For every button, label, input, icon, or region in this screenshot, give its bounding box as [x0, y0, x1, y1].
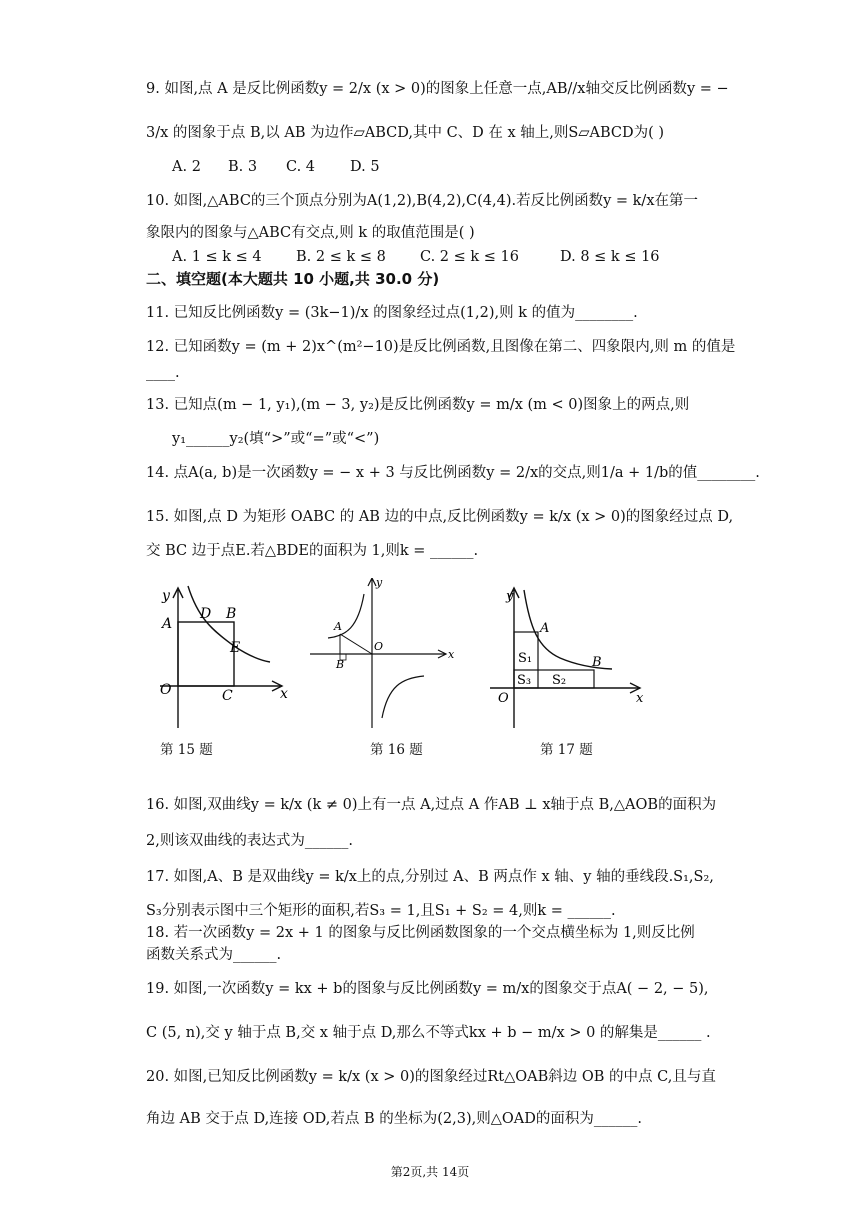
fig16-label-b: B [336, 658, 345, 671]
caption-fig17: 第 17 题 [540, 742, 593, 758]
fig15-label-a: A [162, 616, 173, 632]
q11: 11. 已知反比例函数y = (3k−1)/x 的图象经过点(1,2),则 k 的值为________. [146, 305, 638, 321]
fig16-label-y: y [376, 578, 383, 589]
q15-line1: 15. 如图,点 D 为矩形 OABC 的 AB 边的中点,反比例函数y = k/x (x > 0)的图象经过点 D, [146, 509, 734, 525]
q16-line1: 16. 如图,双曲线y = k/x (k ≠ 0)上有一点 A,过点 A 作AB ⊥ x轴于点 B,△AOB的面积为 [146, 797, 717, 813]
q10-choice-a: A. 1 ≤ k ≤ 4 [172, 249, 262, 265]
fig16-segment-ao [340, 634, 372, 654]
fig16-label-o: O [374, 640, 384, 653]
q9-choice-c: C. 4 [286, 159, 316, 175]
fig17-label-s2: S₂ [552, 673, 567, 688]
fig16-label-x: x [448, 648, 455, 661]
page-footer: 第2页,共 14页 [390, 1165, 470, 1179]
q9-choice-d: D. 5 [350, 159, 380, 175]
fig17-label-s3: S₃ [517, 673, 532, 688]
q18-line2: 函数关系式为______. [146, 947, 282, 963]
q9-choice-b: B. 3 [228, 159, 258, 175]
fig17-label-a: A [540, 621, 550, 636]
q9-line1: 9. 如图,点 A 是反比例函数y = 2/x (x > 0)的图象上任意一点,AB//x轴交反比例函数y = − [146, 81, 729, 97]
q10-line2: 象限内的图象与△ABC有交点,则 k 的取值范围是( ) [146, 225, 475, 241]
fig17-label-y: y [506, 589, 514, 604]
q20-line1: 20. 如图,已知反比例函数y = k/x (x > 0)的图象经过Rt△OAB斜边 OB 的中点 C,且与直 [146, 1069, 716, 1085]
figures-row [150, 578, 710, 768]
caption-fig15: 第 15 题 [160, 742, 213, 758]
figure-16 [310, 578, 455, 728]
fig15-rectangle [178, 622, 234, 686]
q19-line1: 19. 如图,一次函数y = kx + b的图象与反比例函数y = m/x的图象交于点A( − 2, − 5), [146, 981, 709, 997]
q17-line1: 17. 如图,A、B 是双曲线y = k/x上的点,分别过 A、B 两点作 x 轴、y 轴的垂线段.S₁,S₂, [146, 869, 714, 885]
q19-line2: C (5, n),交 y 轴于点 B,交 x 轴于点 D,那么不等式kx + b − m/x > 0 的解集是______ . [146, 1025, 711, 1041]
q14: 14. 点A(a, b)是一次函数y = − x + 3 与反比例函数y = 2/x的交点,则1/a + 1/b的值________. [146, 465, 760, 481]
fig15-label-d: D [200, 606, 212, 622]
q13-line2: y₁______y₂(填“>”或“=”或“<”) [172, 431, 380, 447]
section-title-fill-in: 二、填空题(本大题共 10 小题,共 30.0 分) [146, 270, 440, 288]
fig17-label-o: O [498, 691, 509, 706]
fig15-label-c: C [222, 688, 233, 704]
fig16-label-a: A [334, 620, 342, 633]
q9-choices [172, 156, 728, 178]
q16-line2: 2,则该双曲线的表达式为______. [146, 833, 353, 849]
fig17-label-s1: S₁ [518, 651, 533, 666]
fig16-branch-lower-right [382, 676, 424, 718]
fig17-label-b: B [592, 655, 602, 670]
figure-15 [160, 586, 288, 728]
caption-fig16: 第 16 题 [370, 742, 423, 758]
fig15-label-o: O [160, 682, 172, 698]
q10-line1: 10. 如图,△ABC的三个顶点分别为A(1,2),B(4,2),C(4,4).若反比例函数y = k/x在第一 [146, 193, 698, 209]
q15-line2: 交 BC 边于点E.若△BDE的面积为 1,则k = ______. [146, 543, 479, 559]
fig15-label-b: B [226, 606, 237, 622]
figure-17 [490, 588, 644, 728]
q10-choices [172, 246, 728, 268]
fig15-label-y: y [162, 588, 170, 604]
fig15-label-x: x [280, 686, 288, 702]
q10-choice-d: D. 8 ≤ k ≤ 16 [560, 249, 660, 265]
q10-choice-b: B. 2 ≤ k ≤ 8 [296, 249, 386, 265]
q12-line2: ____. [146, 365, 180, 381]
q18-line1: 18. 若一次函数y = 2x + 1 的图象与反比例函数图象的一个交点横坐标为 1,则反比例 [146, 925, 695, 941]
q9-choice-a: A. 2 [172, 159, 201, 175]
q17-line2: S₃分别表示图中三个矩形的面积,若S₃ = 1,且S₁ + S₂ = 4,则k = ______. [146, 903, 616, 919]
fig17-label-x: x [636, 691, 644, 706]
q10-choice-c: C. 2 ≤ k ≤ 16 [420, 249, 519, 265]
fig15-label-e: E [230, 640, 241, 656]
q12-line1: 12. 已知函数y = (m + 2)x^(m²−10)是反比例函数,且图像在第二、四象限内,则 m 的值是 [146, 339, 736, 355]
q13-line1: 13. 已知点(m − 1, y₁),(m − 3, y₂)是反比例函数y = m/x (m < 0)图象上的两点,则 [146, 397, 690, 413]
q9-line2: 3/x 的图象于点 B,以 AB 为边作▱ABCD,其中 C、D 在 x 轴上,则S▱ABCD为( ) [146, 125, 665, 141]
q20-line2: 角边 AB 交于点 D,连接 OD,若点 B 的坐标为(2,3),则△OAD的面积为______. [146, 1111, 642, 1127]
fig15-hyperbola [188, 586, 270, 662]
